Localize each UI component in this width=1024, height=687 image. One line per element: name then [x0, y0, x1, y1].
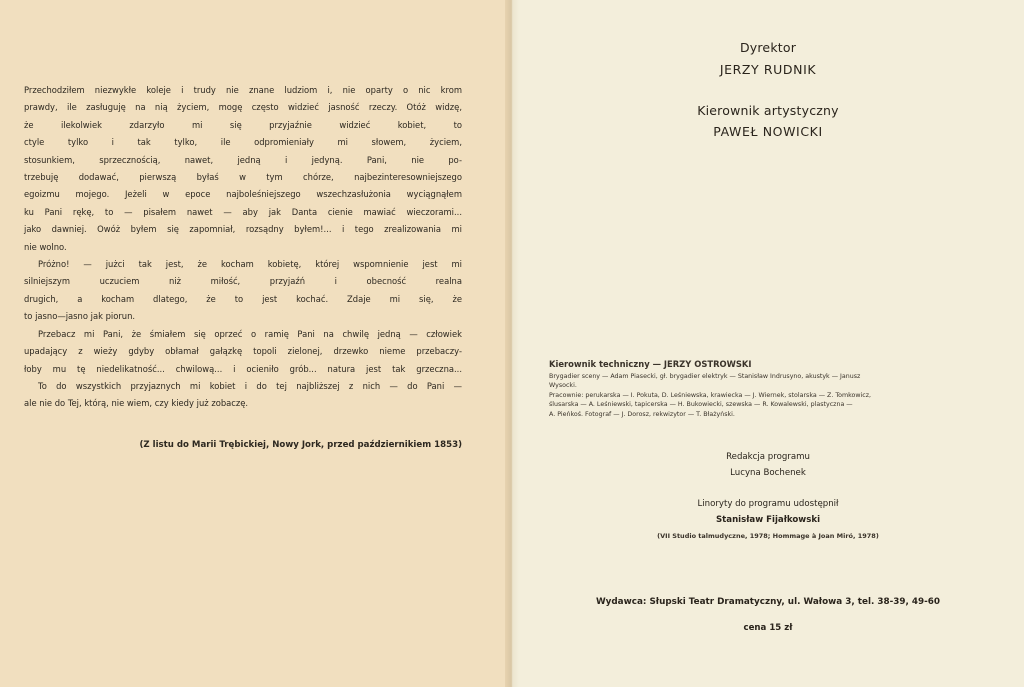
letter-line: egoizmu mojego. Jeżeli w epoce najboleśniejszego wszechzasłużonia wyciągnąłem: [24, 189, 462, 200]
editor-label: Redakcja programu: [726, 452, 810, 462]
letter-line: To do wszystkich przyjaznych mi kobiet i do tej najbliższej z nich — do Pani —: [38, 380, 462, 391]
letter-line: to jasno—jasno jak piorun.: [24, 311, 136, 322]
letter-line: łoby mu tę niedelikatność... chwilową... i ocieniło grób... natura jest tak grzeczna...: [24, 363, 462, 374]
publisher: Wydawca: Słupski Teatr Dramatyczny, ul. Wałowa 3, tel. 38-39, 49-60: [595, 597, 941, 607]
director-name: JERZY RUDNIK: [719, 62, 817, 77]
letter-line: trzebuję dodawać, pierwszą byłaś w tym chórze, najbezinteresowniejszego: [24, 172, 462, 183]
letter-line: stosunkiem, sprzecznością, nawet, jedną i jedyną. Pani, nie po-: [24, 154, 462, 165]
letter-source: (Z listu do Marii Trębickiej, Nowy Jork, przed październikiem 1853): [139, 440, 462, 450]
credit-line: Pracownie: perukarska — I. Pokuta, D. Leśniewska, krawiecka — J. Wiernek, stolarska — Z. Tomkowicz,: [549, 391, 872, 399]
letter-line: Przechodziłem niezwykłe koleje i trudy nie znane ludziom i, nie oparty o nic krom: [24, 85, 462, 95]
letter-line: Przebacz mi Pani, że śmiałem się oprzeć o ramię Pani na chwilę jedną — człowiek: [38, 328, 462, 339]
artistic-director-name: PAWEŁ NOWICKI: [713, 124, 823, 139]
letter-line: Próżno! — jużci tak jest, że kocham kobietę, której wspomnienie jest mi: [38, 259, 462, 270]
director-role: Dyrektor: [739, 40, 797, 55]
price: cena 15 zł: [743, 623, 793, 633]
credit-line: ślusarska — A. Leśniewski, tapicerska — H. Bukowiecki, szewska — R. Kowalewski, plastyczna —: [549, 401, 853, 408]
letter-line: silniejszym uczuciem niż miłość, przyjaźń i obecność realna: [24, 276, 462, 287]
credit-line: Wysocki.: [549, 382, 577, 389]
technical-director: Kierownik techniczny — JERZY OSTROWSKI: [549, 359, 752, 369]
linocut-note: (VII Studio talmudyczne, 1978; Hommage à Joan Miró, 1978): [657, 532, 879, 540]
letter-line: nie wolno.: [24, 241, 67, 252]
linocut-label: Linoryty do programu udostępnił: [697, 499, 839, 509]
artistic-director-role: Kierownik artystyczny: [697, 103, 839, 118]
letter-line: ale nie do Tej, którą, nie wiem, czy kiedy już zobaczę.: [24, 398, 249, 409]
linocut-artist: Stanisław Fijałkowski: [715, 515, 821, 525]
letter-line: prawdy, ile zasługuję na nią życiem, mogę często widzieć jasność rzeczy. Otóż widzę,: [24, 102, 462, 113]
letter-line: że ilekolwiek zdarzyło mi się przyjaźnie widzieć kobiet, to: [24, 119, 462, 130]
letter-text: [24, 82, 462, 413]
letter-line: ku Pani rękę, to — pisałem nawet — aby jak Danta cienie mawiać wieczorami...: [24, 206, 462, 217]
credit-line: Brygadier sceny — Adam Piasecki, gł. brygadier elektryk — Stanisław Indrusyno, akustyk — Janusz: [549, 372, 861, 380]
letter-line: ctyle tylko i tak tylko, ile odpromieniały mi słowem, życiem,: [24, 137, 462, 148]
editor-name: Lucyna Bochenek: [730, 468, 806, 478]
credit-line: A. Pieńkoś. Fotograf — J. Dorosz, rekwizytor — T. Błażyński.: [549, 410, 735, 418]
technical-credits: [549, 360, 989, 419]
letter-line: upadający z wieży gdyby obłamał gałązkę topoli zielonej, drzewko nieme przebaczy-: [24, 346, 462, 357]
letter-line: drugich, a kocham dlatego, że to jest kochać. Zdaje mi się, że: [24, 293, 462, 304]
letter-line: jako dawniej. Owóż byłem się zapomniał, rozsądny byłem!... i tego zrealizowania mi: [24, 224, 462, 235]
